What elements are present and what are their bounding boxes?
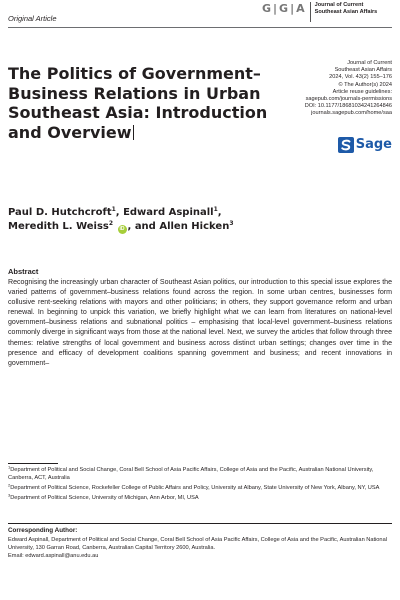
author-affiliation-marker: 1 xyxy=(111,206,116,213)
affiliation-item xyxy=(8,494,392,502)
affiliation-item xyxy=(8,484,392,492)
author-list: Paul D. Hutchcroft$^1$, Edward Aspinall$^1$, Meredith L. Weiss$^2$ iD , and Allen Hicken$^3$ xyxy=(8,206,234,232)
affiliation-marker: 3 xyxy=(8,492,11,498)
article-title[interactable] xyxy=(8,64,268,142)
author-name[interactable]: Paul D. Hutchcroft xyxy=(8,207,112,218)
corresponding-author-heading: Corresponding Author: xyxy=(8,527,78,534)
author-affiliation-marker: 3 xyxy=(229,219,234,227)
journal-home-link[interactable]: journals.sagepub.com/home/saa xyxy=(311,110,392,117)
corresponding-author-details xyxy=(8,536,392,560)
meta-line: Journal of Current xyxy=(347,60,392,66)
doi-link[interactable]: DOI: 10.1177/18681034241264846 xyxy=(304,103,392,110)
footnote-divider xyxy=(8,463,58,464)
author-name[interactable]: Meredith L. Weiss xyxy=(8,220,109,232)
article-title-text: The Politics of Government–Business Relations in Urban Southeast Asia: Introduction and Overview xyxy=(8,64,268,142)
giga-logo-mark: G|G|A xyxy=(262,2,307,15)
section-label: Original Article xyxy=(8,14,57,23)
logo-divider xyxy=(310,2,311,22)
corresponding-email-line xyxy=(8,552,392,560)
sage-logo xyxy=(338,137,392,153)
corresponding-address: Edward Aspinall, Department of Political and Social Change, Coral Bell School of Asia Pacific Affairs, College of Asia and the Pacific, Australian National University, 130 Garran Road, Canberra, Australian Capital Territory 2600, Australia. xyxy=(8,537,387,552)
meta-line: 2024, Vol. 43(2) 155–176 xyxy=(329,74,392,81)
abstract-text: Recognising the increasingly urban character of Southeast Asian politics, our introduction to this special issue explores the varied patterns of government–business relations found across the region. In some urban centres, businesses form collusive rent-seeking relations with mayors and other politicians; in others, they support governance reform and urban renewal. In beginning to unpick this variation, we briefly highlight what we can learn from literatures on national-level government–business relations and subnational politics – emphasising that local-level government–business relations commonly diverge in significant ways from those at the national level. Next, we survey the articles that follow through three themes: relative strengths of local government and business across distinct urban settings; changes over time in the presence and efficacy of development coalitions spanning government and business; and recent innovations in government– xyxy=(8,279,392,367)
logo-line-2: Southeast Asian Affairs xyxy=(314,8,378,15)
author-conjunction: and xyxy=(134,220,156,232)
affiliation-marker: 1 xyxy=(8,464,11,470)
affiliation-item xyxy=(8,466,392,482)
sage-s-icon xyxy=(338,137,354,153)
author-affiliation-marker: 2 xyxy=(108,219,114,227)
affiliation-text: Department of Political Science, University of Michigan, Ann Arbor, MI, USA xyxy=(10,494,199,501)
author-name[interactable]: Allen Hicken xyxy=(159,220,230,232)
header-divider xyxy=(8,27,392,28)
affiliation-text: Department of Political and Social Change, Coral Bell School of Asia Pacific Affairs, College of Asia and the Pacific, Australian National University, Canberra, ACT, Australia xyxy=(8,467,374,482)
corresponding-divider xyxy=(8,523,392,524)
article-metadata xyxy=(272,60,392,118)
text-cursor xyxy=(133,125,134,140)
logo-journal-name xyxy=(315,2,378,16)
meta-line: © The Author(s) 2024 xyxy=(338,81,392,88)
meta-line: Article reuse guidelines: xyxy=(332,88,392,95)
affiliation-marker: 2 xyxy=(8,482,11,488)
logo-line-1: Journal of Current xyxy=(314,2,364,8)
author-name[interactable]: Edward Aspinall xyxy=(123,207,214,218)
affiliation-list xyxy=(8,466,392,503)
giga-journal-logo xyxy=(262,2,377,22)
reuse-link[interactable]: sagepub.com/journals-permissions xyxy=(305,96,392,103)
email-link[interactable]: edward.aspinall@anu.edu.au xyxy=(25,553,99,560)
affiliation-text: Department of Political Science, Rockefeller College of Public Affairs and Policy, University at Albany, State University of New York, Albany, NY, USA xyxy=(10,484,380,491)
sage-wordmark: Sage xyxy=(355,137,392,152)
meta-line: Southeast Asian Affairs xyxy=(334,67,392,74)
email-label: Email: xyxy=(8,553,24,560)
orcid-icon[interactable]: iD xyxy=(119,225,125,232)
author-affiliation-marker: 1 xyxy=(213,206,218,213)
abstract-heading: Abstract xyxy=(8,267,39,276)
